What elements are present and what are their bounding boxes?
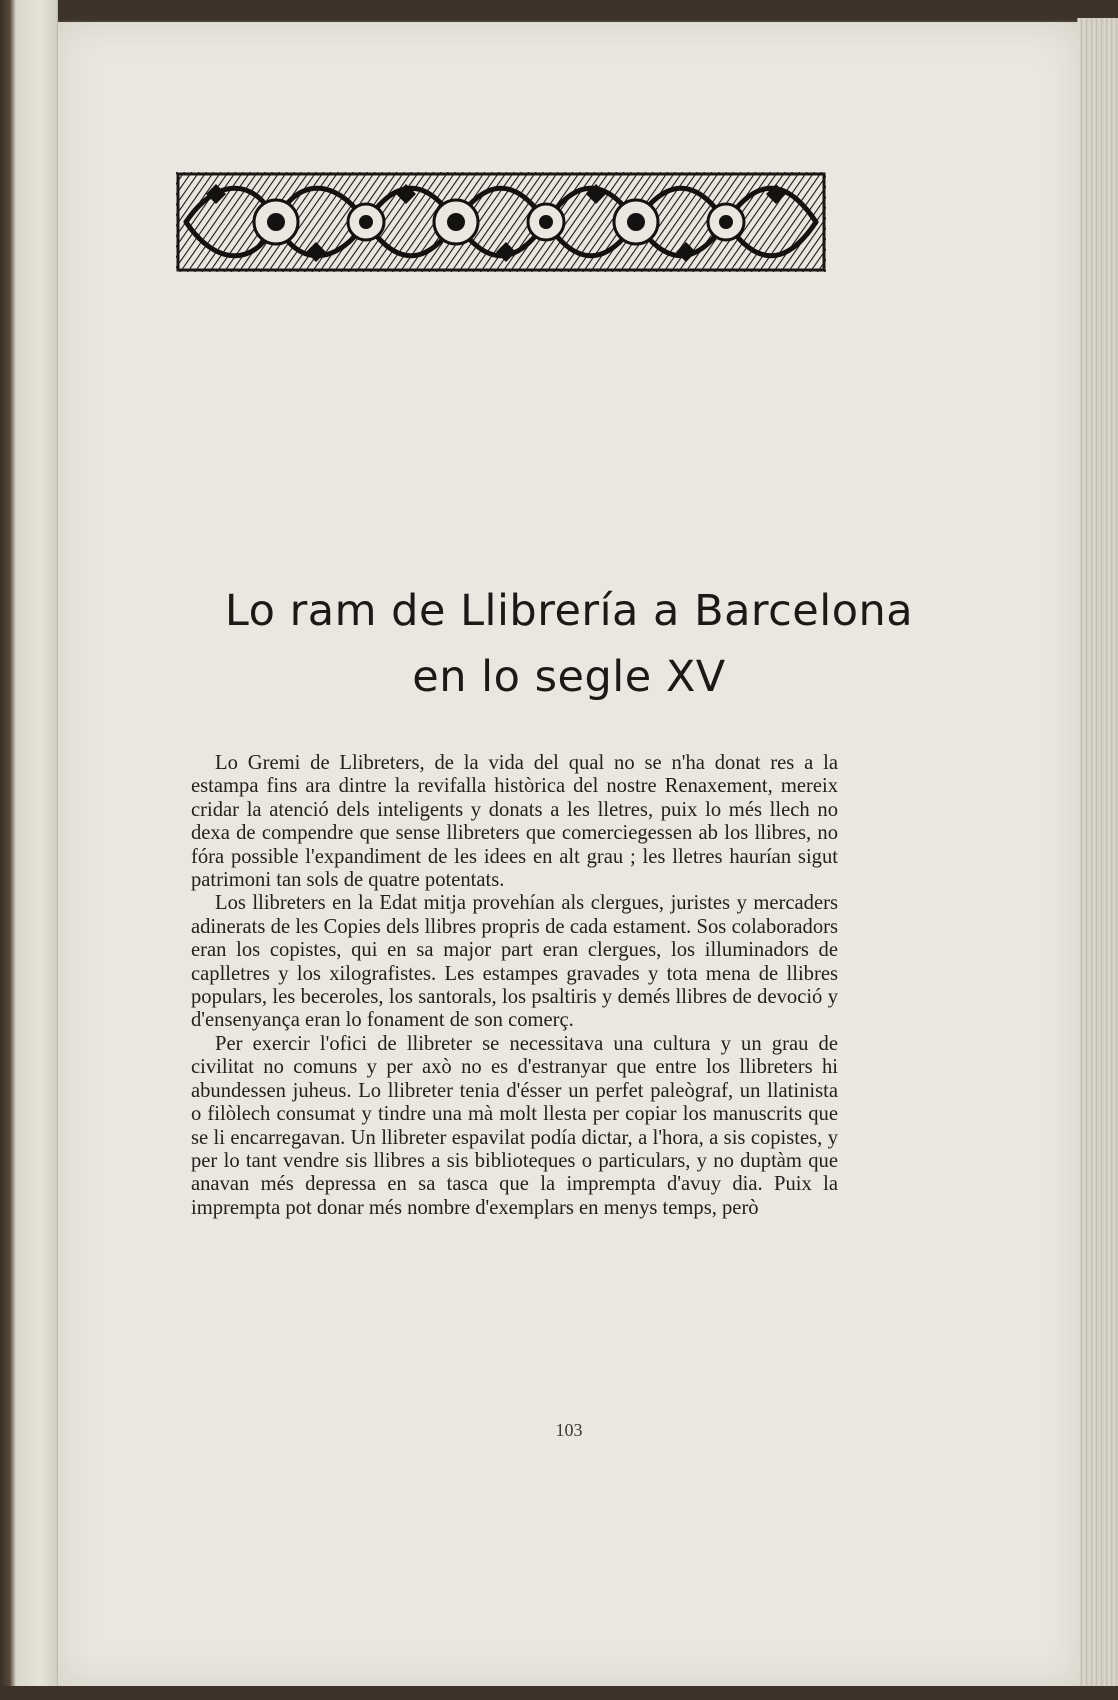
paragraph: Lo Gremi de Llibreters, de la vida del qual no se n'ha donat res a la estampa fins ara dintre la revifalla històrica del nostre Renaxement, mereix cridar la atenció dels inteligents y donats a les lletres, puix lo més llech no dexa de compendre que sense llibreters que comerciegessen ab los llibres, no fóra possible l'expandiment de les idees en alt grau ; les lletres haurían sigut patrimoni tan sols de quatre potentats. (191, 752, 838, 892)
decorative-headpiece-ornament (176, 162, 826, 280)
article-body (191, 752, 838, 1220)
paragraph: Los llibreters en la Edat mitja provehían als clergues, juristes y mercaders adinerats de les Copies dels llibres propris de cada estament. Sos colaboradors eran los copistes, qui en sa major part eran clergues, los illuminadors de caplletres y los xilografistes. Les estampes gravades y tota mena de llibres populars, les beceroles, los santorals, los psaltiris y demés llibres de devoció y d'ensenyança eran lo fonament de son comerç. (191, 892, 838, 1032)
scan-top-edge (0, 0, 1118, 20)
article-title (58, 578, 1080, 710)
book-spine-edge (0, 0, 58, 1700)
scan-bottom-edge (0, 1686, 1118, 1700)
book-page (58, 22, 1080, 1686)
title-line-2: en lo segle XV (412, 652, 726, 702)
title-line-1: Lo ram de Llibrería a Barcelona (224, 586, 914, 636)
page-number: 103 (555, 1420, 583, 1440)
page-stack-edge (1077, 18, 1118, 1690)
paragraph: Per exercir l'ofici de llibreter se necessitava una cultura y un grau de civilitat no comuns y per axò no es d'estranyar que entre los llibreters hi abundessen juheus. Lo llibreter tenia d'ésser un perfet paleògraf, un llatinista o filòlech consumat y tindre una mà molt llesta per copiar los manuscrits que se li encarregavan. Un llibreter espavilat podía dictar, a l'hora, a sis copistes, y per lo tant vendre sis llibres a sis biblioteques o particulars, y no duptàm que anavan més depressa en sa tasca que la imprempta d'avuy dia. Puix la imprempta pot donar més nombre d'exemplars en menys temps, però (191, 1032, 838, 1219)
